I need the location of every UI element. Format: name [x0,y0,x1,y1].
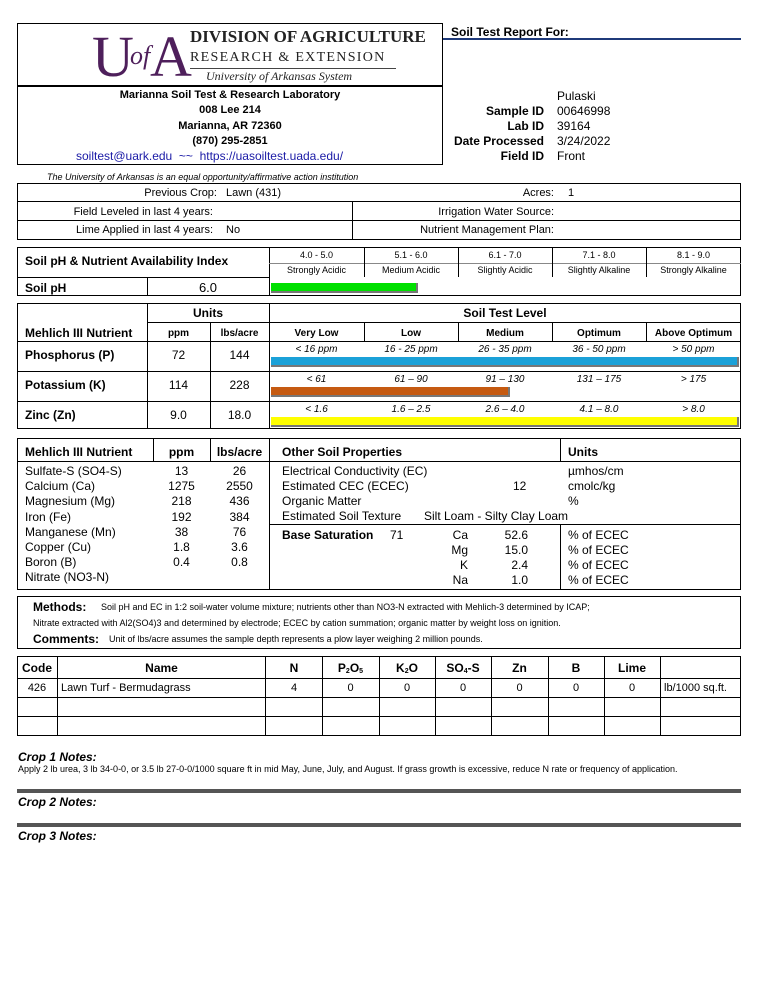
level-header: Very Low [294,328,339,339]
methods-line1: Soil pH and EC in 1:2 soil-water volume mixture; nutrients other than NO3-N extracted with Mehlich-3 determined by ICAP; [101,602,590,612]
nut-rule-units [147,322,741,323]
ph-row-rule [17,277,269,278]
sample-id-label: Sample ID [485,104,544,118]
field-leveled-label: Field Leveled in last 4 years: [73,206,213,218]
nmp-label: Nutrient Management Plan: [420,224,554,236]
secondary-name: Manganese (Mn) [25,524,116,539]
nutrient-range: 131 – 175 [576,374,622,385]
rec-cell-b: 0 [572,682,580,694]
secondary-lbs: 436 [229,494,250,509]
website-link[interactable]: https://uasoiltest.uada.edu/ [199,149,344,163]
crop1-notes-text: Apply 2 lb urea, 3 lb 34-0-0, or 3.5 lb 27-0-0/1000 square ft in mid May, June, July, and August. If grass growth is excessive, reduce N rate or frequency of application. [18,764,678,774]
rec-cell-zn: 0 [516,682,523,694]
email-link[interactable]: soiltest@uark.edu [76,149,173,163]
rec-n-header: N [289,661,299,675]
previous-crop-value: Lawn (431) [226,187,282,199]
soil-test-level-label: Soil Test Level [463,306,547,320]
rec-code-header: Code [22,661,52,675]
mehlich-header: Mehlich III Nutrient [25,326,133,340]
lab-phone: (870) 295-2851 [192,135,268,147]
texture-label: Estimated Soil Texture [282,509,402,523]
comments-label: Comments: [33,632,100,646]
nutrient-name: Zinc (Zn) [25,408,76,422]
cation-units: % of ECEC [568,573,629,587]
lbs-header: lbs/acre [220,328,259,339]
nutrient-level-bar [271,417,739,427]
secondary-name: Boron (B) [25,555,77,570]
county: Pulaski [557,89,596,103]
crop2-notes-rule [17,823,741,827]
units-label: Units [193,306,223,320]
lab-city: Marianna, AR 72360 [178,120,282,132]
crop3-notes-label: Crop 3 Notes: [18,829,97,843]
other-props-units: Units [568,445,598,459]
sec-mehlich-header: Mehlich III Nutrient [25,445,133,459]
base-sat-value: 71 [390,528,404,542]
rec-row-divider [17,716,741,717]
cation-units: % of ECEC [568,528,629,542]
secondary-ppm: 218 [171,494,192,509]
nutrient-range: 4.1 – 8.0 [579,404,619,415]
methods-label: Methods: [33,600,87,614]
nutrient-ppm: 114 [168,378,189,392]
ph-range-value: 5.1 - 6.0 [394,250,428,260]
nutrient-lbs: 18.0 [227,408,252,422]
level-header: Low [401,328,421,339]
level-header: Optimum [577,328,621,339]
nutrient-name: Phosphorus (P) [25,348,115,362]
secondary-ppm: 13 [174,464,189,478]
rec-cell-units: lb/1000 sq.ft. [664,682,727,694]
cation-value: 1.0 [511,573,528,587]
secondary-lbs: 2550 [226,479,253,494]
irrigation-label: Irrigation Water Source: [438,206,554,218]
ph-index-title: Soil pH & Nutrient Availability Index [25,254,229,268]
lab-name: Marianna Soil Test & Research Laboratory [119,89,341,101]
rec-cell-so4s: 0 [459,682,467,694]
university-logo [92,24,192,84]
soil-ph-bar [271,283,418,293]
field-info-rule2 [17,220,741,221]
ph-range-label: Strongly Alkaline [660,265,727,275]
acres-label: Acres: [522,187,554,199]
crop2-notes-label: Crop 2 Notes: [18,795,97,809]
nutrient-range: 26 - 35 ppm [478,344,532,355]
secondary-ppm: 1.8 [173,540,190,554]
cec-units: cmolc/kg [568,479,616,493]
contact-separator: ~~ [178,149,193,163]
cation-ion: Ca [452,528,468,542]
sec-div5 [560,524,561,590]
ph-range-label: Medium Acidic [381,265,441,275]
nutrient-range: 91 – 130 [485,374,525,385]
secondary-name: Calcium (Ca) [25,479,96,494]
secondary-lbs: 26 [232,464,247,478]
rec-lime-header: Lime [617,661,646,675]
rec-cell-lime: 0 [628,682,636,694]
secondary-name: Sulfate-S (SO4-S) [25,464,122,478]
methods-line2: Nitrate extracted with Al2(SO4)3 and determined by electrode; ECEC by cation summation; organic matter by weight loss on ignition. [33,618,561,628]
report-for-rule [443,38,741,40]
nutrient-range: 2.6 – 4.0 [485,404,525,415]
base-sat-label: Base Saturation [282,528,374,542]
cation-ion: Na [452,573,468,587]
division-line2: RESEARCH & EXTENSION [190,50,386,65]
ph-range-rule [269,263,741,264]
rec-b-header: B [571,661,581,675]
level-header: Above Optimum [654,328,733,339]
lab-id-label: Lab ID [507,119,544,133]
ph-range-value: 8.1 - 9.0 [676,250,711,260]
svg-text:A: A [150,24,192,84]
nutrient-range: 1.6 – 2.5 [391,404,431,415]
secondary-name: Magnesium (Mg) [25,494,116,509]
nut-rule-head [17,341,741,342]
nut-rule-k [17,401,741,402]
nutrient-level-bar [271,387,510,397]
report-for-label: Soil Test Report For: [451,25,569,39]
cation-units: % of ECEC [568,558,629,572]
acres-value: 1 [568,187,575,199]
secondary-lbs: 76 [232,524,247,539]
other-props-title: Other Soil Properties [282,445,403,459]
rec-so4s-header: SO4-S [446,661,480,675]
nutrient-range: < 1.6 [305,404,328,415]
secondary-ppm: 1275 [168,479,195,494]
nutrient-range: 16 - 25 ppm [384,344,438,355]
comments-text: Unit of lbs/acre assumes the sample depth represents a plow layer weighing 2 million pounds. [109,634,483,644]
texture-value: Silt Loam - Silty Clay Loam [424,509,569,523]
nutrient-range: > 50 ppm [672,344,715,355]
secondary-lbs: 3.6 [231,540,248,554]
ph-range-label: Slightly Acidic [477,265,533,275]
sec-lbs-header: lbs/acre [216,445,263,459]
cation-value: 52.6 [504,528,528,542]
field-id-value: Front [557,149,586,163]
lab-street: 008 Lee 214 [199,104,261,116]
soil-ph-value: 6.0 [198,280,218,295]
level-header: Medium [486,328,524,339]
nutrient-ppm: 9.0 [170,408,187,422]
secondary-lbs: 0.8 [231,555,248,570]
om-units: % [568,494,579,508]
rec-p2o5-header: P2O5 [337,661,364,675]
rec-cell-p2o5: 0 [347,682,354,694]
field-info-rule1 [17,201,741,202]
secondary-ppm: 192 [171,509,192,524]
secondary-lbs: 384 [229,509,250,524]
cec-label: Estimated CEC (ECEC) [282,479,409,493]
rec-row-divider [17,697,741,698]
rec-cell-n: 4 [290,682,298,694]
nutrient-lbs: 144 [229,348,250,362]
nutrient-ppm: 72 [171,348,186,362]
ec-units: µmhos/cm [568,464,624,478]
lime-value: No [226,224,241,236]
sec-rule-base [269,524,741,525]
cation-value: 2.4 [511,558,528,572]
rec-cell-name: Lawn Turf - Bermudagrass [61,682,191,694]
cec-value: 12 [513,479,527,493]
cation-units: % of ECEC [568,543,629,557]
lab-contact [76,149,343,163]
nutrient-range: > 8.0 [682,404,705,415]
secondary-ppm: 38 [174,524,189,539]
rec-zn-header: Zn [512,661,527,675]
ph-range-value: 4.0 - 5.0 [299,250,334,260]
nut-rule-p [17,371,741,372]
cation-value: 15.0 [504,543,528,557]
rec-name-header: Name [145,661,178,675]
cation-ion: Mg [451,543,468,557]
secondary-name: Copper (Cu) [25,540,92,554]
ua-logo-icon [92,24,192,84]
rec-cell-code: 426 [27,682,47,694]
division-line1: DIVISION OF AGRICULTURE [190,27,426,46]
ph-range-label: Strongly Acidic [286,265,347,275]
rec-cell-k2o: 0 [403,682,411,694]
nutrient-range: 61 – 90 [394,374,428,385]
nutrient-range: 36 - 50 ppm [572,344,626,355]
ec-label: Electrical Conductivity (EC) [282,464,428,478]
soil-ph-label: Soil pH [25,281,67,295]
ph-range-value: 7.1 - 8.0 [582,250,616,260]
nutrient-name: Potassium (K) [25,378,106,392]
ppm-header: ppm [167,328,190,339]
sec-ppm-header: ppm [168,445,195,459]
sec-div4 [560,438,561,461]
secondary-name: Nitrate (NO3-N) [25,570,110,585]
nutrient-lbs: 228 [229,378,250,392]
rec-k2o-header: K2O [396,661,418,675]
lab-id-value: 39164 [557,119,591,133]
previous-crop-label: Previous Crop: [144,187,217,199]
division-line3: University of Arkansas System [206,69,353,83]
lime-label: Lime Applied in last 4 years: [76,224,213,236]
nutrient-range: < 61 [306,374,327,385]
date-value: 3/24/2022 [557,134,611,148]
crop1-notes-rule [17,789,741,793]
svg-text:U: U [92,24,134,84]
ph-range-label: Slightly Alkaline [567,265,631,275]
cation-ion: K [459,558,468,572]
eoe-statement: The University of Arkansas is an equal opportunity/affirmative action institution [47,172,359,182]
nutrient-range: < 16 ppm [295,344,338,355]
rec-col-divider [660,656,661,736]
secondary-name: Iron (Fe) [25,509,72,524]
nutrient-level-bar [271,357,739,367]
field-id-label: Field ID [500,149,544,163]
secondary-ppm: 0.4 [173,555,190,570]
ph-range-value: 6.1 - 7.0 [488,250,522,260]
sample-id-value: 00646998 [557,104,611,118]
svg-text:of: of [130,41,151,70]
nutrient-range: > 175 [680,374,707,385]
om-label: Organic Matter [282,494,362,508]
sec-rule-head [17,461,741,462]
rec-row-divider [17,678,741,679]
crop1-notes-label: Crop 1 Notes: [18,750,97,764]
date-label: Date Processed [453,134,544,148]
